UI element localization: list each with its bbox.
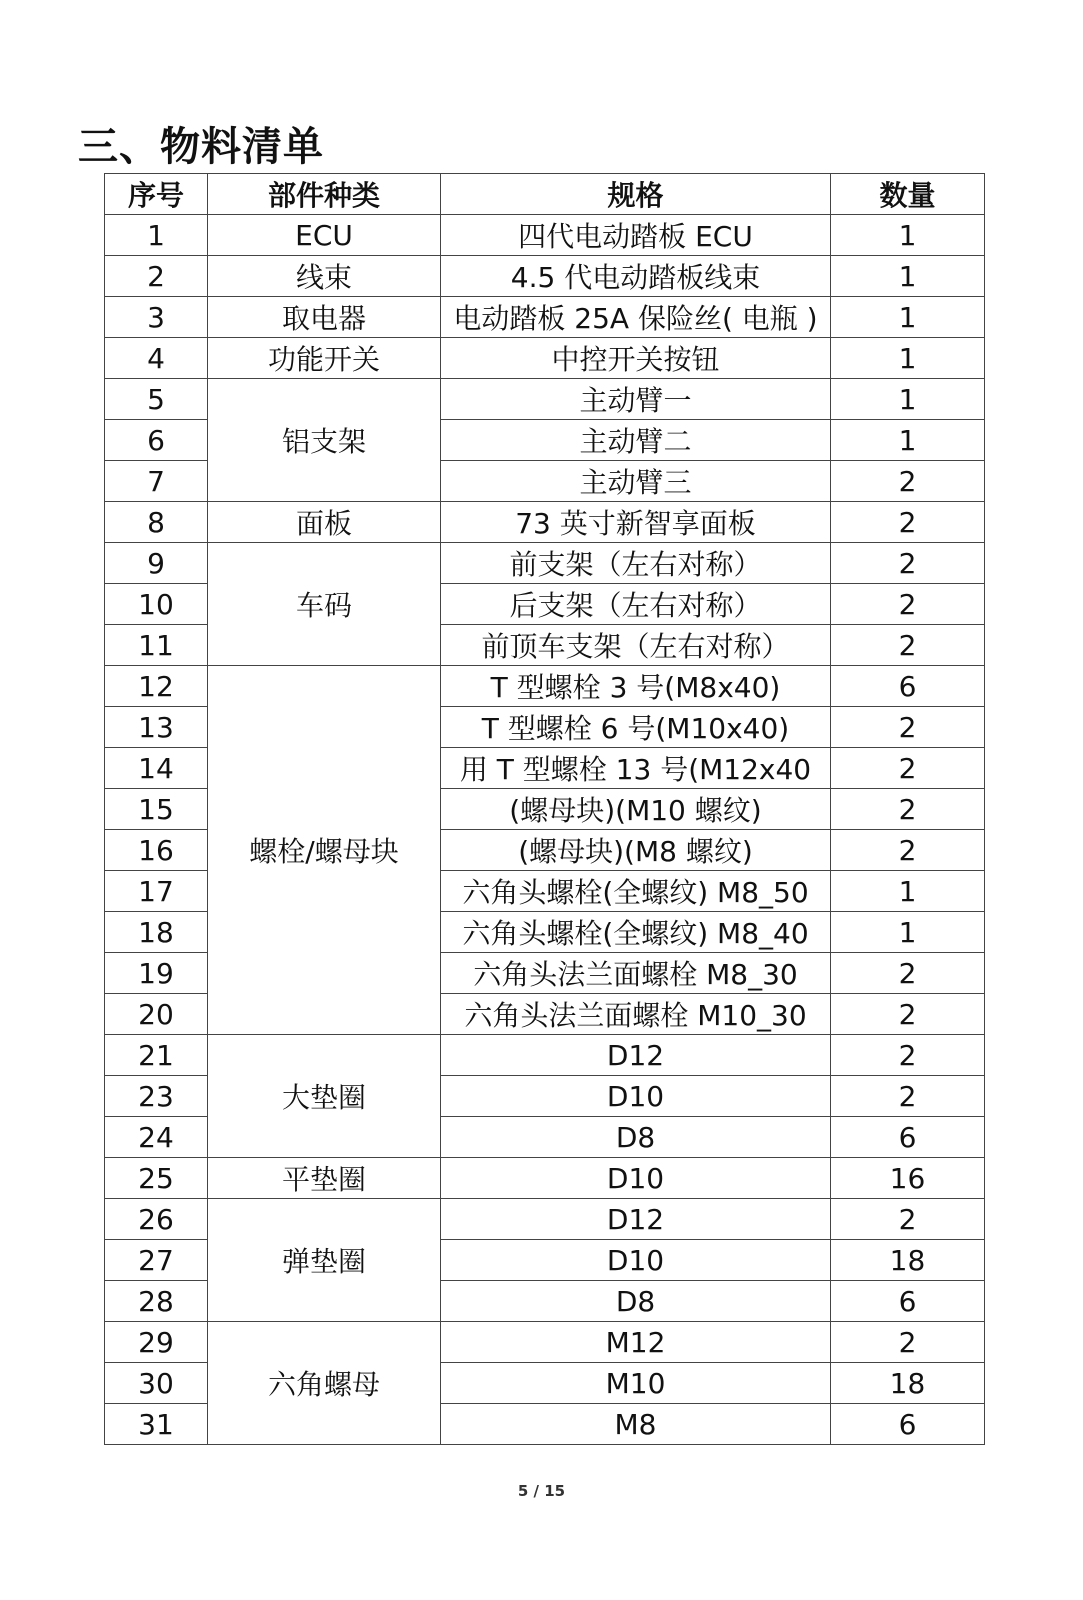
serial-number-cell: 16: [105, 830, 208, 871]
quantity-cell: 6: [831, 1404, 985, 1445]
page-number: 5 / 15: [517, 1482, 566, 1500]
part-category-cell: 大垫圈: [208, 1035, 441, 1158]
specification-cell: D12: [441, 1199, 831, 1240]
serial-number-cell: 1: [105, 215, 208, 256]
quantity-cell: 2: [831, 625, 985, 666]
specification-cell: 4.5 代电动踏板线束: [441, 256, 831, 297]
quantity-cell: 16: [831, 1158, 985, 1199]
serial-number-cell: 24: [105, 1117, 208, 1158]
quantity-cell: 6: [831, 1117, 985, 1158]
part-category-cell: 弹垫圈: [208, 1199, 441, 1322]
serial-number-cell: 4: [105, 338, 208, 379]
serial-number-cell: 17: [105, 871, 208, 912]
part-category-cell: 功能开关: [208, 338, 441, 379]
quantity-cell: 2: [831, 707, 985, 748]
quantity-cell: 18: [831, 1363, 985, 1404]
specification-cell: D8: [441, 1281, 831, 1322]
quantity-cell: 2: [831, 1322, 985, 1363]
part-category-cell: 平垫圈: [208, 1158, 441, 1199]
table-row: [105, 256, 985, 297]
serial-number-cell: 30: [105, 1363, 208, 1404]
quantity-cell: 1: [831, 871, 985, 912]
specification-cell: (螺母块)(M10 螺纹): [441, 789, 831, 830]
serial-number-cell: 23: [105, 1076, 208, 1117]
serial-number-cell: 8: [105, 502, 208, 543]
specification-cell: D8: [441, 1117, 831, 1158]
quantity-cell: 6: [831, 1281, 985, 1322]
specification-cell: 电动踏板 25A 保险丝( 电瓶 ): [441, 297, 831, 338]
table-row: [105, 1322, 985, 1363]
quantity-cell: 1: [831, 379, 985, 420]
quantity-cell: 1: [831, 256, 985, 297]
quantity-cell: 2: [831, 748, 985, 789]
specification-cell: M10: [441, 1363, 831, 1404]
serial-number-cell: 21: [105, 1035, 208, 1076]
quantity-cell: 1: [831, 215, 985, 256]
serial-number-cell: 3: [105, 297, 208, 338]
quantity-cell: 2: [831, 584, 985, 625]
specification-cell: T 型螺栓 6 号(M10x40): [441, 707, 831, 748]
part-category-cell: 铝支架: [208, 379, 441, 502]
quantity-cell: 2: [831, 953, 985, 994]
serial-number-cell: 27: [105, 1240, 208, 1281]
serial-number-cell: 10: [105, 584, 208, 625]
serial-number-cell: 5: [105, 379, 208, 420]
quantity-cell: 1: [831, 297, 985, 338]
quantity-cell: 6: [831, 666, 985, 707]
table-row: [105, 297, 985, 338]
specification-cell: 六角头螺栓(全螺纹) M8_40: [441, 912, 831, 953]
specification-cell: D12: [441, 1035, 831, 1076]
specification-cell: T 型螺栓 3 号(M8x40): [441, 666, 831, 707]
header-quantity: 数量: [831, 174, 985, 215]
quantity-cell: 2: [831, 830, 985, 871]
serial-number-cell: 13: [105, 707, 208, 748]
specification-cell: 六角头法兰面螺栓 M8_30: [441, 953, 831, 994]
part-category-cell: 六角螺母: [208, 1322, 441, 1445]
quantity-cell: 1: [831, 420, 985, 461]
serial-number-cell: 28: [105, 1281, 208, 1322]
part-category-cell: 线束: [208, 256, 441, 297]
specification-cell: D10: [441, 1240, 831, 1281]
specification-cell: 前支架（左右对称）: [441, 543, 831, 584]
specification-cell: 前顶车支架（左右对称）: [441, 625, 831, 666]
quantity-cell: 2: [831, 994, 985, 1035]
serial-number-cell: 9: [105, 543, 208, 584]
quantity-cell: 2: [831, 502, 985, 543]
quantity-cell: 2: [831, 461, 985, 502]
part-category-cell: 螺栓/螺母块: [208, 666, 441, 1035]
quantity-cell: 2: [831, 1035, 985, 1076]
specification-cell: 中控开关按钮: [441, 338, 831, 379]
specification-cell: M12: [441, 1322, 831, 1363]
header-specification: 规格: [441, 174, 831, 215]
specification-cell: 四代电动踏板 ECU: [441, 215, 831, 256]
table-row: [105, 543, 985, 584]
header-part-category: 部件种类: [208, 174, 441, 215]
specification-cell: 73 英寸新智享面板: [441, 502, 831, 543]
table-header-row: [105, 174, 985, 215]
quantity-cell: 1: [831, 338, 985, 379]
table-row: [105, 1158, 985, 1199]
specification-cell: 六角头法兰面螺栓 M10_30: [441, 994, 831, 1035]
serial-number-cell: 25: [105, 1158, 208, 1199]
part-category-cell: 面板: [208, 502, 441, 543]
table-body: [105, 215, 985, 1445]
serial-number-cell: 14: [105, 748, 208, 789]
specification-cell: D10: [441, 1158, 831, 1199]
part-category-cell: ECU: [208, 215, 441, 256]
bill-of-materials-table: [104, 173, 985, 1445]
specification-cell: M8: [441, 1404, 831, 1445]
serial-number-cell: 7: [105, 461, 208, 502]
serial-number-cell: 26: [105, 1199, 208, 1240]
quantity-cell: 2: [831, 1076, 985, 1117]
specification-cell: 后支架（左右对称）: [441, 584, 831, 625]
part-category-cell: 车码: [208, 543, 441, 666]
part-category-cell: 取电器: [208, 297, 441, 338]
serial-number-cell: 31: [105, 1404, 208, 1445]
specification-cell: (螺母块)(M8 螺纹): [441, 830, 831, 871]
table-row: [105, 215, 985, 256]
serial-number-cell: 15: [105, 789, 208, 830]
table-row: [105, 1035, 985, 1076]
section-title: 三、物料清单: [78, 124, 324, 170]
quantity-cell: 18: [831, 1240, 985, 1281]
header-serial-number: 序号: [105, 174, 208, 215]
serial-number-cell: 12: [105, 666, 208, 707]
serial-number-cell: 6: [105, 420, 208, 461]
specification-cell: 主动臂一: [441, 379, 831, 420]
quantity-cell: 2: [831, 543, 985, 584]
serial-number-cell: 19: [105, 953, 208, 994]
serial-number-cell: 2: [105, 256, 208, 297]
table-row: [105, 338, 985, 379]
quantity-cell: 1: [831, 912, 985, 953]
table-row: [105, 379, 985, 420]
serial-number-cell: 20: [105, 994, 208, 1035]
specification-cell: D10: [441, 1076, 831, 1117]
serial-number-cell: 18: [105, 912, 208, 953]
specification-cell: 主动臂二: [441, 420, 831, 461]
table-row: [105, 1199, 985, 1240]
serial-number-cell: 11: [105, 625, 208, 666]
specification-cell: 用 T 型螺栓 13 号(M12x40: [441, 748, 831, 789]
quantity-cell: 2: [831, 789, 985, 830]
table-row: [105, 502, 985, 543]
serial-number-cell: 29: [105, 1322, 208, 1363]
specification-cell: 主动臂三: [441, 461, 831, 502]
table-row: [105, 666, 985, 707]
quantity-cell: 2: [831, 1199, 985, 1240]
specification-cell: 六角头螺栓(全螺纹) M8_50: [441, 871, 831, 912]
